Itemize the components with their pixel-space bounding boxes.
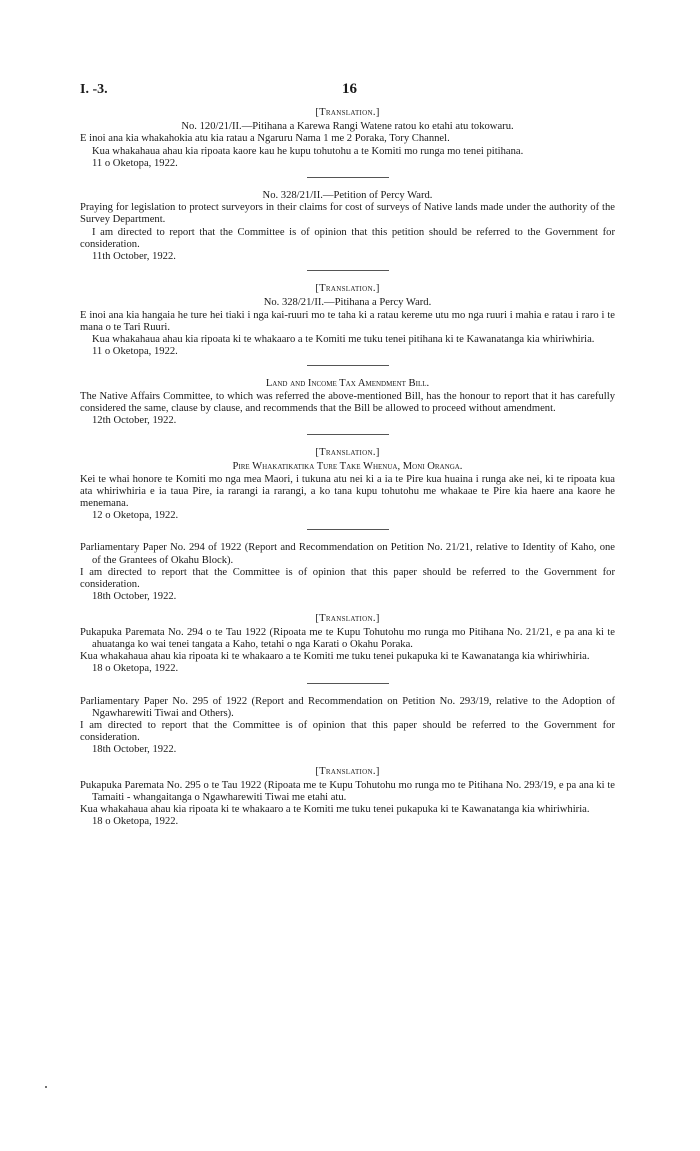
translation-label: [Translation.] bbox=[315, 765, 380, 777]
section-heading: Land and Income Tax Amendment Bill. bbox=[265, 378, 430, 390]
section-heading bbox=[80, 121, 615, 133]
margin-mark bbox=[45, 1086, 47, 1088]
section-heading: Parliamentary Paper No. 295 of 1922 (Report and Recommendation on Petition No. 293/19, relative to the Adoption of Ngawharewiti Tiwai and Others). bbox=[80, 695, 615, 719]
section-tax-amendment-bill-translation bbox=[80, 447, 615, 530]
section-paper-294-translation bbox=[80, 613, 615, 684]
committee-report: I am directed to report that the Committee is of opinion that this paper should be referred to the Government for consideration. bbox=[80, 719, 615, 744]
report-date: 18 o Oketopa, 1922. bbox=[92, 816, 179, 828]
report-date: 11 o Oketopa, 1922. bbox=[92, 157, 178, 169]
section-divider bbox=[307, 529, 389, 530]
petition-prayer: E inoi ana kia hangaia he ture hei tiaki i nga kai-ruuri mo te taha ki a ratau kereme utu mo nga ruuri i mahia e ratau i raro i te mana o te Tari Ruuri. bbox=[80, 309, 615, 333]
section-divider bbox=[307, 270, 389, 271]
section-divider bbox=[307, 434, 389, 435]
page-content bbox=[80, 107, 615, 829]
heading-text: —Pitihana a Karewa Rangi Watene ratou ko etahi atu tokowaru. bbox=[241, 121, 514, 133]
petition-prayer: E inoi ana kia whakahokia atu kia ratau a Ngaruru Nama 1 me 2 Poraka, Tory Channel. bbox=[80, 133, 450, 145]
petition-prayer: Praying for legislation to protect surveyors in their claims for cost of surveys of Native lands made under the authority of the Survey Department. bbox=[80, 202, 615, 226]
section-paper-295 bbox=[80, 696, 615, 766]
committee-report: I am directed to report that the Committee is of opinion that this paper should be referred to the Government for consideration. bbox=[80, 566, 615, 591]
section-heading: Pukapuka Paremata No. 295 o te Tau 1922 (Ripoata me te Kupu Tohutohu mo runga mo te Pitihana No. 293/19, e pa ana ki te Tamaiti - whangaitanga o Ngawharewiti Tiwai me etahi atu. bbox=[80, 779, 615, 803]
section-paper-294 bbox=[80, 542, 615, 612]
translation-label: [Translation.] bbox=[315, 612, 380, 624]
section-divider bbox=[307, 683, 389, 684]
translation-label: [Translation.] bbox=[315, 447, 380, 459]
committee-report: Kua whakahaua ahau kia ripoata ki te whakaaro a te Komiti me tuku tenei pukapuka ki te Kawanatanga kia whiriwhiria. bbox=[80, 651, 590, 663]
report-date: 18th October, 1922. bbox=[92, 591, 177, 603]
committee-report: Kua whakahaua ahau kia ripoata ki te whakaaro a te Komiti me tuku tenei pukapuka ki te Kawanatanga kia whiriwhiria. bbox=[80, 804, 590, 816]
series-number: I. -3. bbox=[80, 82, 108, 97]
report-date: 18th October, 1922. bbox=[92, 744, 177, 756]
committee-report: I am directed to report that the Committee is of opinion that this petition should be referred to the Government for consideration. bbox=[80, 226, 615, 250]
section-divider bbox=[307, 177, 389, 178]
section-heading: Pire Whakatikatika Ture Take Whenua, Moni Oranga. bbox=[232, 461, 463, 473]
heading-number: No. 120/21/II. bbox=[181, 121, 242, 133]
section-petition-328 bbox=[80, 190, 615, 271]
committee-report: Kua whakahaua ahau kia ripoata ki te whakaaro a te Komiti me tuku tenei pitihana ki te Kawanatanga kia whiriwhiria. bbox=[92, 334, 595, 346]
section-petition-328-translation bbox=[80, 283, 615, 366]
section-heading: Pukapuka Paremata No. 294 o te Tau 1922 (Ripoata me te Kupu Tohutohu mo runga mo Pitihana No. 21/21, e pa ana ki te ahuatanga ko wai tenei tangata a Kaho, tetahi o nga Karati o Okahu Poraka. bbox=[80, 626, 615, 650]
section-paper-295-translation bbox=[80, 766, 615, 829]
section-heading: No. 328/21/II.—Pitihana a Percy Ward. bbox=[263, 297, 432, 309]
section-tax-amendment-bill bbox=[80, 378, 615, 435]
report-date: 12 o Oketopa, 1922. bbox=[92, 510, 179, 522]
committee-report: The Native Affairs Committee, to which was referred the above-mentioned Bill, has the honour to report that it has carefully considered the same, clause by clause, and recommends that the Bill be allowed to proceed without amendment. bbox=[80, 390, 615, 414]
translation-label: [Translation.] bbox=[315, 107, 380, 118]
section-petition-120-translation bbox=[80, 107, 615, 178]
report-date: 18 o Oketopa, 1922. bbox=[92, 663, 179, 675]
committee-report: Kua whakahaua ahau kia ripoata kaore kau he kupu tohutohu a te Komiti mo runga mo tenei pitihana. bbox=[92, 145, 524, 157]
report-date: 11 o Oketopa, 1922. bbox=[92, 346, 178, 358]
section-divider bbox=[307, 365, 389, 366]
report-date: 12th October, 1922. bbox=[92, 415, 177, 427]
section-heading: No. 328/21/II.—Petition of Percy Ward. bbox=[262, 190, 433, 202]
section-heading: Parliamentary Paper No. 294 of 1922 (Report and Recommendation on Petition No. 21/21, relative to Identity of Kaho, one of the Grantees of Okahu Block). bbox=[80, 542, 615, 566]
page-number: 16 bbox=[342, 81, 357, 97]
committee-report: Kei te whai honore te Komiti mo nga mea Maori, i tukuna atu nei ki a ia te Pire kua huaina i runga ake nei, ki te ripoata kua ata whiriwhiria e ia taua Pire, ia rarangi ia rarangi, a ko tana kupu tohutohu me whakaae te Pire kia haere ana kaore he menemana. bbox=[80, 473, 615, 510]
translation-label: [Translation.] bbox=[315, 283, 380, 295]
report-date: 11th October, 1922. bbox=[92, 251, 176, 263]
